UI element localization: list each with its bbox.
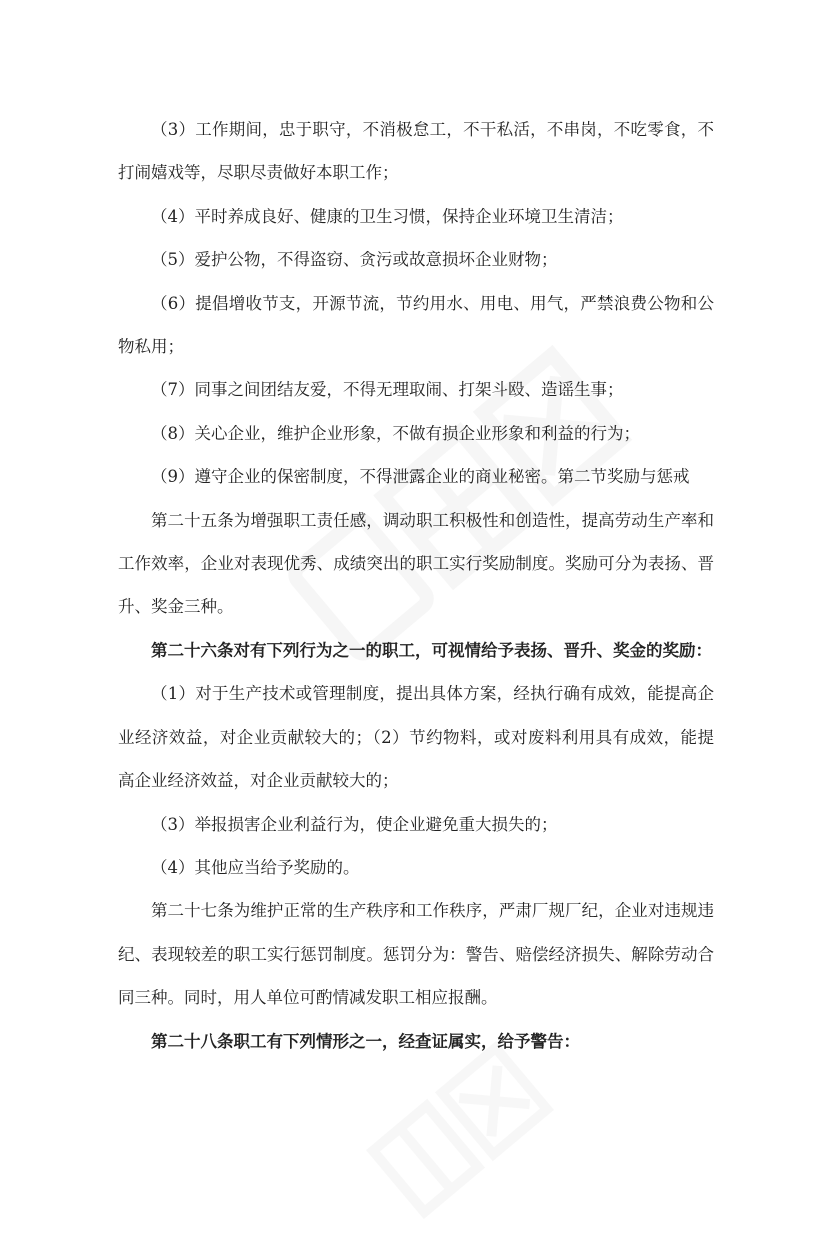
paragraph-item-9: （9）遵守企业的保密制度，不得泄露企业的商业秘密。第二节奖励与惩戒 bbox=[151, 467, 690, 487]
article-26-heading: 第二十六条对有下列行为之一的职工，可视情给予表扬、晋升、奖金的奖励： bbox=[151, 640, 712, 660]
paragraph-item-4: （4）平时养成良好、健康的卫生习惯，保持企业环境卫生清洁； bbox=[151, 206, 624, 226]
article-27: 第二十七条为维护正常的生产秩序和工作秩序，严肃厂规厂纪，企业对违规违纪、表现较差的职工实行惩罚制度。惩罚分为：警告、赔偿经济损失、解除劳动合同三种。同时，用人单位可酌情减发职工相应报酬。 bbox=[118, 901, 714, 1008]
paragraph-item-3: （3）工作期间，忠于职守，不消极怠工，不干私活，不串岗，不吃零食，不打闹嬉戏等，尽职尽责做好本职工作； bbox=[118, 120, 714, 183]
article-28-heading: 第二十八条职工有下列情形之一，经查证属实，给予警告： bbox=[151, 1031, 580, 1051]
reward-item-1-2: （1）对于生产技术或管理制度，提出具体方案，经执行确有成效，能提高企业经济效益，对企业贡献较大的；（2）节约物料，或对废料利用具有成效，能提高企业经济效益，对企业贡献较大的； bbox=[118, 684, 714, 791]
paragraph-item-7: （7）同事之间团结友爱，不得无理取闹、打架斗殴、造谣生事； bbox=[151, 380, 624, 400]
reward-item-3: （3）举报损害企业利益行为，使企业避免重大损失的； bbox=[151, 814, 558, 834]
paragraph-item-6: （6）提倡增收节支，开源节流，节约用水、用电、用气，严禁浪费公物和公物私用； bbox=[118, 293, 714, 357]
paragraph-item-5: （5）爱护公物，不得盗窃、贪污或故意损坏企业财物； bbox=[151, 250, 558, 270]
reward-item-4: （4）其他应当给予奖励的。 bbox=[151, 857, 360, 877]
document-body bbox=[118, 108, 714, 1063]
paragraph-item-8: （8）关心企业，维护企业形象，不做有损企业形象和利益的行为； bbox=[151, 423, 640, 443]
article-25: 第二十五条为增强职工责任感，调动职工积极性和创造性，提高劳动生产率和工作效率，企业对表现优秀、成绩突出的职工实行奖励制度。奖励可分为表扬、晋升、奖金三种。 bbox=[118, 510, 714, 617]
